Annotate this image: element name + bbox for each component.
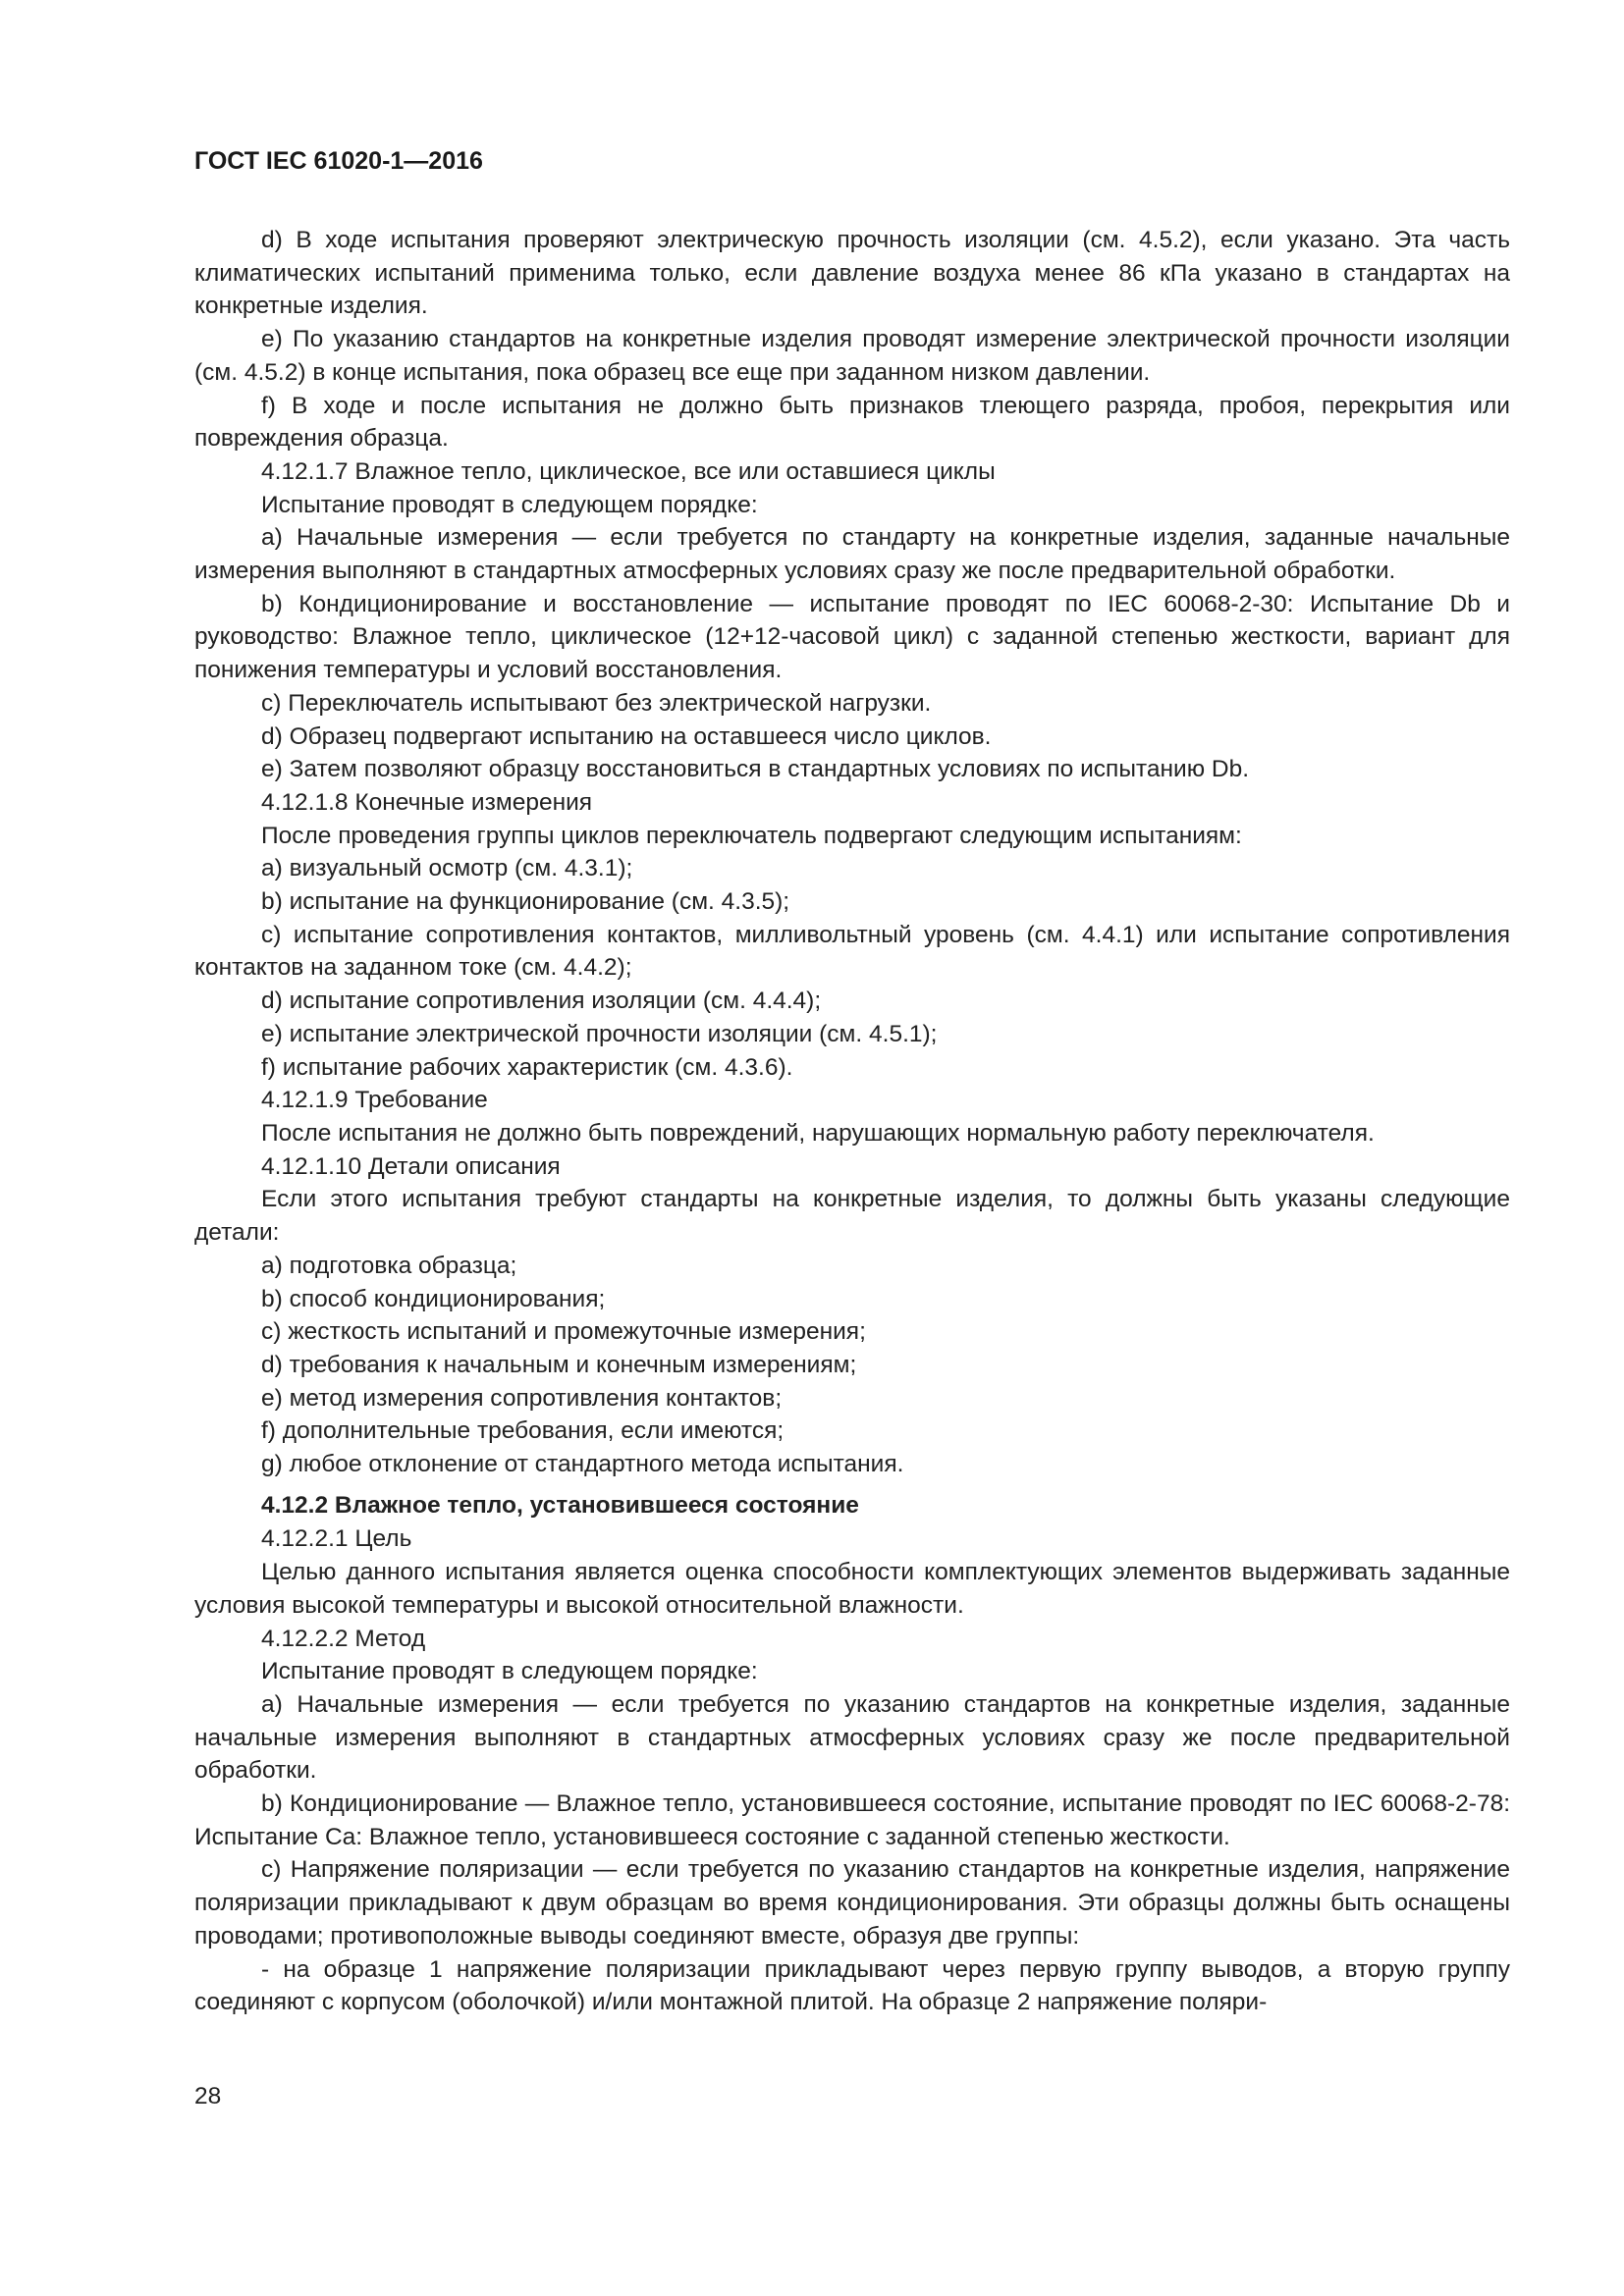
- paragraph: e) испытание электрической прочности изоляции (см. 4.5.1);: [261, 1020, 938, 1047]
- paragraph: d) испытание сопротивления изоляции (см. 4.4.4);: [261, 988, 822, 1015]
- page-number: 28: [194, 2083, 222, 2109]
- paragraph: d) Образец подвергают испытанию на оставшееся число циклов.: [261, 722, 992, 750]
- paragraph: b) Кондиционирование и восстановление — испытание проводят по IEC 60068-2-30: Испытание Db и руководство: Влажное тепло, циклическое (12+12-часовой цикл) с заданной степенью жесткости, вариант для понижения температуры и условий восстановления.: [194, 590, 1510, 684]
- section-heading: 4.12.2 Влажное тепло, установившееся состояние: [261, 1491, 859, 1519]
- document-body: [194, 224, 1510, 2019]
- paragraph: e) По указанию стандартов на конкретные изделия проводят измерение электрической прочности изоляции (см. 4.5.2) в конце испытания, пока образец все еще при заданном низком давлении.: [194, 326, 1510, 386]
- paragraph: e) метод измерения сопротивления контактов;: [261, 1384, 783, 1412]
- paragraph: a) Начальные измерения — если требуется по стандарту на конкретные изделия, заданные начальные измерения выполняют в стандартных атмосферных условиях сразу же после предварительной обработки.: [194, 524, 1510, 585]
- paragraph: f) В ходе и после испытания не должно быть признаков тлеющего разряда, пробоя, перекрытия или повреждения образца.: [194, 392, 1510, 453]
- paragraph: f) дополнительные требования, если имеются;: [261, 1417, 785, 1445]
- paragraph: 4.12.1.7 Влажное тепло, циклическое, все или оставшиеся циклы: [261, 457, 996, 485]
- paragraph: b) испытание на функционирование (см. 4.3.5);: [261, 888, 790, 916]
- paragraph: f) испытание рабочих характеристик (см. 4.3.6).: [261, 1053, 793, 1081]
- paragraph: 4.12.2.1 Цель: [261, 1525, 412, 1553]
- paragraph: Целью данного испытания является оценка способности комплектующих элементов выдерживать заданные условия высокой температуры и высокой относительной влажности.: [194, 1559, 1510, 1619]
- paragraph: b) способ кондиционирования;: [261, 1285, 606, 1312]
- paragraph: a) подготовка образца;: [261, 1252, 517, 1279]
- paragraph: c) жесткость испытаний и промежуточные измерения;: [261, 1318, 866, 1346]
- paragraph: Испытание проводят в следующем порядке:: [261, 1658, 758, 1685]
- paragraph: - на образце 1 напряжение поляризации прикладывают через первую группу выводов, а вторую группу соединяют с корпусом (оболочкой) и/или монтажной плитой. На образце 2 напряжение поляри-: [194, 1955, 1510, 2016]
- paragraph: g) любое отклонение от стандартного метода испытания.: [261, 1451, 904, 1478]
- paragraph: c) Напряжение поляризации — если требуется по указанию стандартов на конкретные изделия, напряжение поляризации прикладывают к двум образцам во время кондиционирования. Эти образцы должны быть оснащены проводами; противоположные выводы соединяют вместе, образуя две группы:: [194, 1856, 1510, 1949]
- paragraph: c) испытание сопротивления контактов, милливольтный уровень (см. 4.4.1) или испытание сопротивления контактов на заданном токе (см. 4.4.2);: [194, 921, 1510, 982]
- paragraph: После испытания не должно быть повреждений, нарушающих нормальную работу переключателя.: [261, 1119, 1375, 1147]
- paragraph: После проведения группы циклов переключатель подвергают следующим испытаниям:: [261, 822, 1242, 849]
- paragraph: a) Начальные измерения — если требуется по указанию стандартов на конкретные изделия, заданные начальные измерения выполняют в стандартных атмосферных условиях сразу же после предварительной обработки.: [194, 1690, 1510, 1785]
- paragraph: c) Переключатель испытывают без электрической нагрузки.: [261, 689, 932, 717]
- paragraph: 4.12.1.8 Конечные измерения: [261, 788, 593, 816]
- paragraph: 4.12.1.10 Детали описания: [261, 1152, 561, 1180]
- paragraph: Если этого испытания требуют стандарты на конкретные изделия, то должны быть указаны следующие детали:: [194, 1186, 1510, 1247]
- paragraph: b) Кондиционирование — Влажное тепло, установившееся состояние, испытание проводят по IEC 60068-2-78: Испытание Ca: Влажное тепло, установившееся состояние с заданной степенью жесткости.: [194, 1790, 1510, 1850]
- paragraph: e) Затем позволяют образцу восстановиться в стандартных условиях по испытанию Db.: [261, 756, 1250, 783]
- paragraph: d) В ходе испытания проверяют электрическую прочность изоляции (см. 4.5.2), если указано. Эта часть климатических испытаний применима только, если давление воздуха менее 86 кПа указано в стандартах на конкретные изделия.: [194, 227, 1510, 320]
- paragraph: 4.12.1.9 Требование: [261, 1087, 488, 1114]
- document-header: ГОСТ IEC 61020-1—2016: [194, 147, 483, 175]
- paragraph: Испытание проводят в следующем порядке:: [261, 491, 758, 518]
- paragraph: 4.12.2.2 Метод: [261, 1625, 426, 1652]
- paragraph: d) требования к начальным и конечным измерениям;: [261, 1351, 857, 1378]
- paragraph: a) визуальный осмотр (см. 4.3.1);: [261, 855, 633, 882]
